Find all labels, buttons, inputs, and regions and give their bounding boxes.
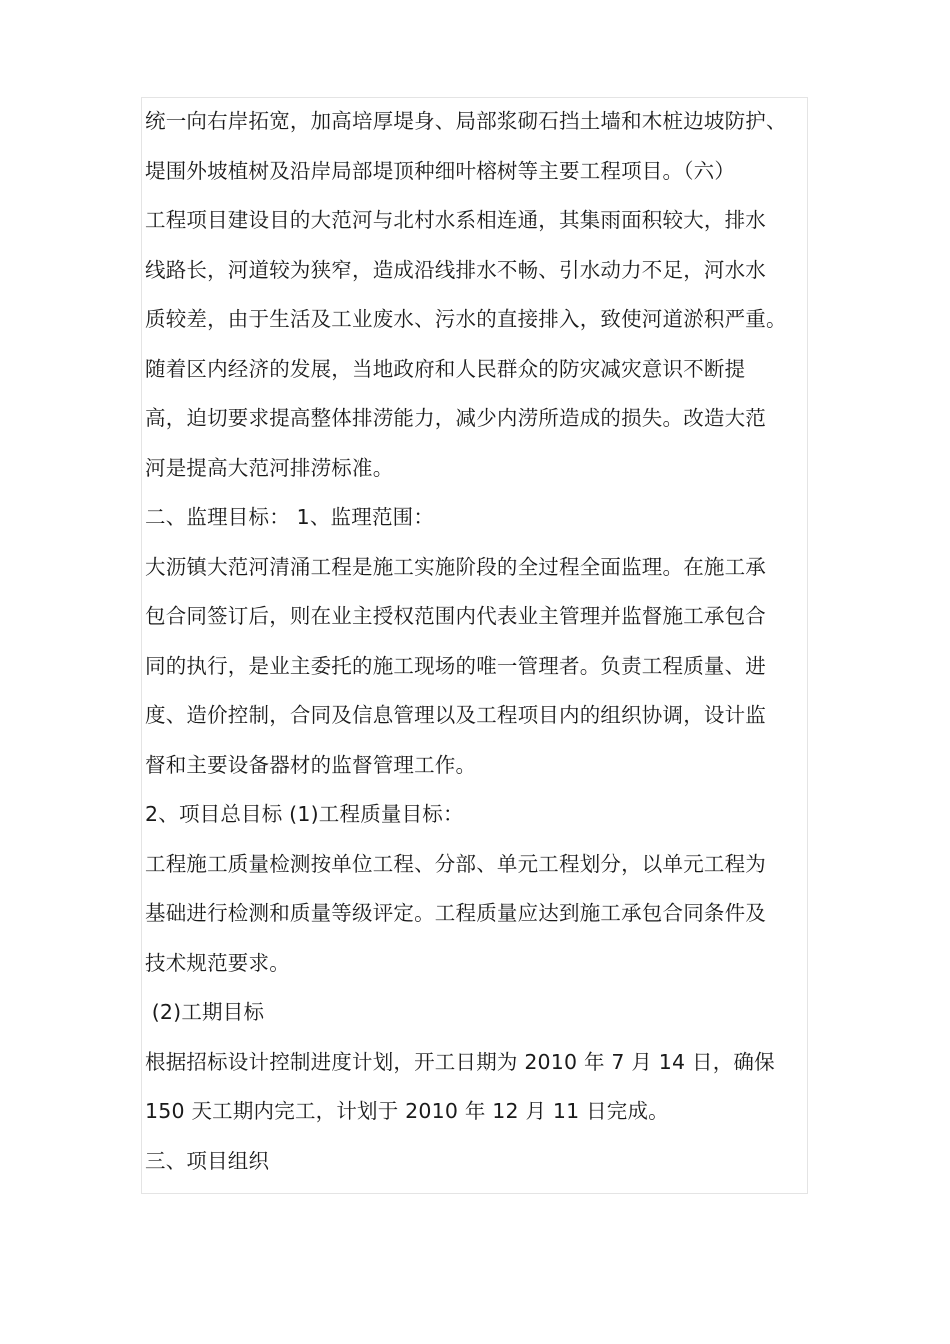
text-line: 150 天工期内完工，计划于 2010 年 12 月 11 日完成。 [145,1099,669,1123]
text-line: 工程施工质量检测按单位工程、分部、单元工程划分，以单元工程为 [145,851,766,876]
text-line: 统一向右岸拓宽，加高培厚堤身、局部浆砌石挡土墙和木桩边坡防护、 [145,109,787,133]
text-line: 大沥镇大范河清涌工程是施工实施阶段的全过程全面监理。在施工承 [145,554,766,579]
text-line: 包合同签订后，则在业主授权范围内代表业主管理并监督施工承包合 [145,604,766,628]
text-line: 线路长，河道较为狭窄，造成沿线排水不畅、引水动力不足，河水水 [145,257,766,282]
text-line: 随着区内经济的发展，当地政府和人民群众的防灾减灾意识不断提 [145,356,746,381]
section-heading: (2)工期目标 [145,1000,265,1024]
text-line: 同的执行，是业主委托的施工现场的唯一管理者。负责工程质量、进 [145,653,766,678]
section-heading: 三、项目组织 [145,1148,270,1173]
document-body [145,97,817,1186]
section-heading: 二、监理目标： 1、监理范围： [145,505,435,529]
text-line: 度、造价控制，合同及信息管理以及工程项目内的组织协调，设计监 [145,703,766,727]
text-line: 堤围外坡植树及沿岸局部堤顶种细叶榕树等主要工程项目。（六） [145,158,736,183]
text-line: 河是提高大范河排涝标准。 [145,455,394,480]
section-heading: 2、项目总目标 (1)工程质量目标： [145,802,464,826]
text-line: 基础进行检测和质量等级评定。工程质量应达到施工承包合同条件及 [145,901,766,925]
text-line: 根据招标设计控制进度计划，开工日期为 2010 年 7 月 14 日，确保 [145,1049,775,1074]
text-line: 督和主要设备器材的监督管理工作。 [145,752,477,777]
text-line: 技术规范要求。 [145,950,290,975]
text-line: 高，迫切要求提高整体排涝能力，减少内涝所造成的损失。改造大范 [145,406,766,430]
text-line: 质较差，由于生活及工业废水、污水的直接排入，致使河道淤积严重。 [145,307,787,331]
text-line: 工程项目建设目的大范河与北村水系相连通，其集雨面积较大，排水 [145,208,766,232]
